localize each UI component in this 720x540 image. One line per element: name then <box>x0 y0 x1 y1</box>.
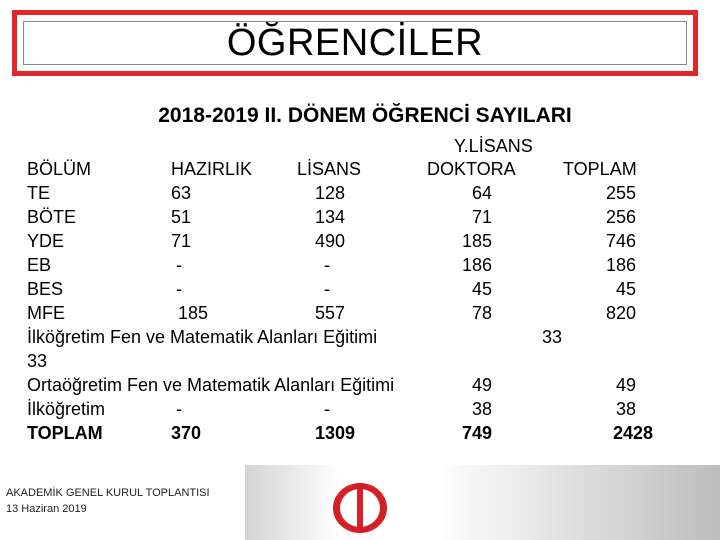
header-bolum: BÖLÜM <box>27 159 92 179</box>
row-bolum: MFE <box>27 303 65 323</box>
header-hazirlik: HAZIRLIK <box>171 159 253 179</box>
footer-line-2: 13 Haziran 2019 <box>6 503 87 515</box>
row-toplam: 186 <box>605 255 636 275</box>
row-lisans: 134 <box>315 207 346 227</box>
footer-line-1: AKADEMİK GENEL KURUL TOPLANTISI <box>6 487 210 499</box>
total-label: TOPLAM <box>27 423 103 443</box>
row-bolum: BÖTE <box>27 207 77 227</box>
ilkogretim-hazirlik: - <box>176 399 182 419</box>
row-ydok: 71 <box>471 207 492 227</box>
row-hazirlik: 51 <box>171 207 192 227</box>
row-toplam: 45 <box>615 279 636 299</box>
ortaogretim-fen-ydok: 49 <box>471 375 492 395</box>
total-ydok: 749 <box>461 423 492 443</box>
header-ylisans: Y.LİSANS <box>454 136 533 156</box>
total-toplam: 2428 <box>612 423 653 443</box>
row-lisans: - <box>324 279 330 299</box>
row-hazirlik: 71 <box>171 231 192 251</box>
page-subtitle: 2018-2019 II. DÖNEM ÖĞRENCİ SAYILARI <box>158 104 572 127</box>
ilkogretim-label: İlköğretim <box>27 399 106 419</box>
total-lisans: 1309 <box>315 423 356 443</box>
row-toplam: 256 <box>605 207 636 227</box>
row-toplam: 746 <box>605 231 636 251</box>
logo-area <box>245 465 720 540</box>
row-lisans: 490 <box>315 231 346 251</box>
row-lisans: 128 <box>315 183 346 203</box>
row-ydok: 64 <box>471 183 492 203</box>
header-lisans: LİSANS <box>297 159 362 179</box>
total-hazirlik: 370 <box>171 423 202 443</box>
row-ydok: 45 <box>471 279 492 299</box>
ilkogretim-ydok: 38 <box>471 399 492 419</box>
row-ydok: 186 <box>461 255 492 275</box>
row-ydok: 78 <box>471 303 492 323</box>
row-toplam: 255 <box>605 183 636 203</box>
row-hazirlik: 63 <box>171 183 192 203</box>
footer-text-area <box>0 465 245 540</box>
ilkogretim-fen-wrapped-value: 33 <box>27 351 48 371</box>
university-logo-icon <box>330 480 390 536</box>
row-hazirlik: 185 <box>178 303 209 323</box>
ilkogretim-lisans: - <box>324 399 330 419</box>
row-toplam: 820 <box>605 303 636 323</box>
row-bolum: BES <box>27 279 64 299</box>
ilkogretim-fen-toplam: 33 <box>542 327 563 347</box>
title-box <box>12 10 698 76</box>
row-hazirlik: - <box>176 255 182 275</box>
row-ydok: 185 <box>461 231 492 251</box>
ortaogretim-fen-label: Ortaöğretim Fen ve Matematik Alanları Eğitimi <box>27 375 395 395</box>
row-bolum: EB <box>27 255 52 275</box>
page-title: ÖĞRENCİLER <box>226 21 484 64</box>
row-hazirlik: - <box>176 279 182 299</box>
row-lisans: 557 <box>315 303 346 323</box>
row-lisans: - <box>324 255 330 275</box>
ortaogretim-fen-toplam: 49 <box>615 375 636 395</box>
header-toplam: TOPLAM <box>563 159 637 179</box>
ilkogretim-toplam: 38 <box>615 399 636 419</box>
ilkogretim-fen-label: İlköğretim Fen ve Matematik Alanları Eğitimi <box>27 327 378 347</box>
header-doktora: DOKTORA <box>427 159 516 179</box>
row-bolum: YDE <box>27 231 65 251</box>
row-bolum: TE <box>27 183 51 203</box>
